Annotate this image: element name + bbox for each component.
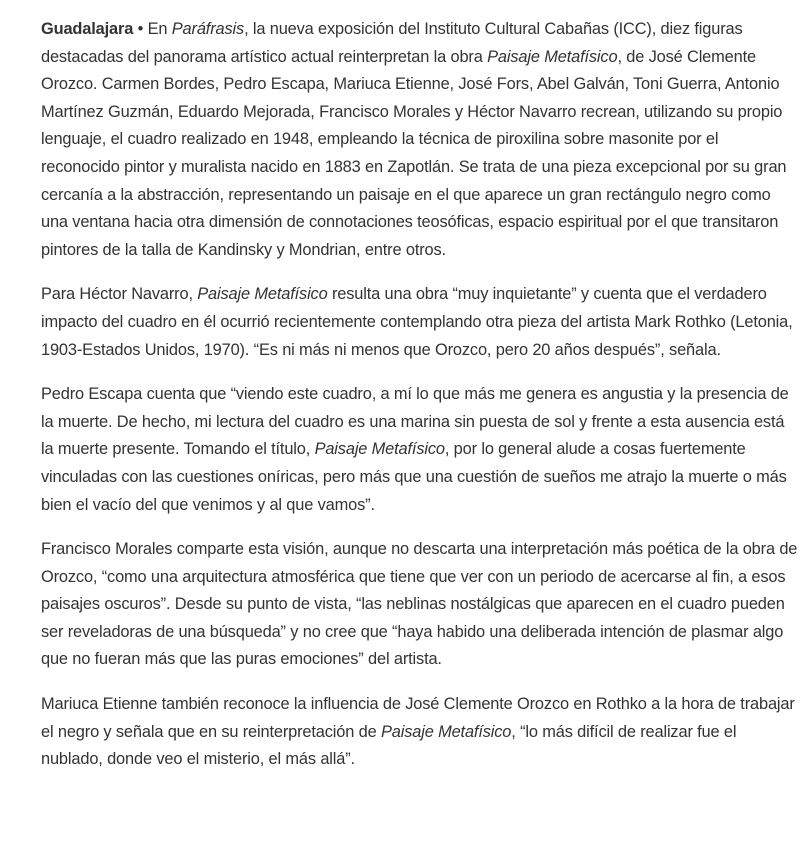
text-segment: , la nueva exposición del Instituto Cultural Cabañas (ICC), diez figuras destacadas del panorama artístico actual reinterpretan la obra xyxy=(41,20,743,66)
article-paragraph-etienne xyxy=(41,691,801,774)
article-paragraph-escapa xyxy=(41,381,801,519)
text-segment: Para Héctor Navarro, xyxy=(41,285,198,304)
artwork-title: Paisaje Metafísico xyxy=(380,722,512,741)
article-paragraph-navarro xyxy=(41,281,801,364)
article-paragraph-morales xyxy=(41,536,801,674)
artwork-title: Paisaje Metafísico xyxy=(487,47,618,66)
text-segment: , “lo más difícil de realizar fue el nublado, donde veo el misterio, el más allá”. xyxy=(41,722,737,769)
text-segment: Mariuca Etienne también reconoce la influencia de José Clemente Orozco en Rothko a la hora de trabajar el negro y señala que en su reinterpretación de xyxy=(41,695,795,741)
text-segment: • En xyxy=(133,20,172,38)
exhibition-title: Paráfrasis xyxy=(171,20,245,38)
article-paragraph-intro xyxy=(41,16,801,264)
text-segment: Francisco Morales comparte esta visión, aunque no descarta una interpretación más poética de la obra de Orozco, “como una arquitectura atmosférica que tiene que ver con un periodo de acercarse al fin, a esos paisajes oscuros”. Desde su punto de vista, “las neblinas nostálgicas que aparecen en el cuadro pueden ser reveladoras de una búsqueda” y no cree que “haya habido una deliberada intención de plasmar algo que no fueran más que las puras emociones” del artista. xyxy=(41,540,798,669)
text-segment: resulta una obra “muy inquietante” y cuenta que el verdadero impacto del cuadro en él ocurrió recientemente contemplando otra pieza del artista Mark Rothko (Letonia, 1903-Estados Unidos, 1970). “Es ni más ni menos que Orozco, pero 20 años después”, señala. xyxy=(41,285,793,359)
artwork-title: Paisaje Metafísico xyxy=(314,440,445,459)
text-segment: , de José Clemente Orozco. Carmen Bordes, Pedro Escapa, Mariuca Etienne, José Fors, Abel Galván, Toni Guerra, Antonio Martínez Guzmán, Eduardo Mejorada, Francisco Morales y Héctor Navarro recrean, utilizando su propio lenguaje, el cuadro realizado en 1948, empleando la técnica de piroxilina sobre masonite por el reconocido pintor y muralista nacido en 1883 en Zapotlán. Se trata de una pieza excepcional por su gran cercanía a la abstracción, representando un paisaje en el que aparece un gran rectángulo negro como una ventana hacia otra dimensión de connotaciones teosóficas, espacio espiritual por el que transitaron pintores de la talla de Kandinsky y Mondrian, entre otros. xyxy=(41,47,787,259)
artwork-title: Paisaje Metafísico xyxy=(197,285,328,304)
text-segment: , por lo general alude a cosas fuertemente vinculadas con las cuestiones oníricas, pero más que una cuestión de sueños me atrajo la muerte o más bien el vacío del que venimos y al que vamos”. xyxy=(41,440,787,514)
text-segment: Pedro Escapa cuenta que “viendo este cuadro, a mí lo que más me genera es angustia y la presencia de la muerte. De hecho, mi lectura del cuadro es una marina sin puesta de sol y frente a esta ausencia está la muerte presente. Tomando el título, xyxy=(41,385,789,459)
dateline-location: Guadalajara xyxy=(41,20,134,38)
